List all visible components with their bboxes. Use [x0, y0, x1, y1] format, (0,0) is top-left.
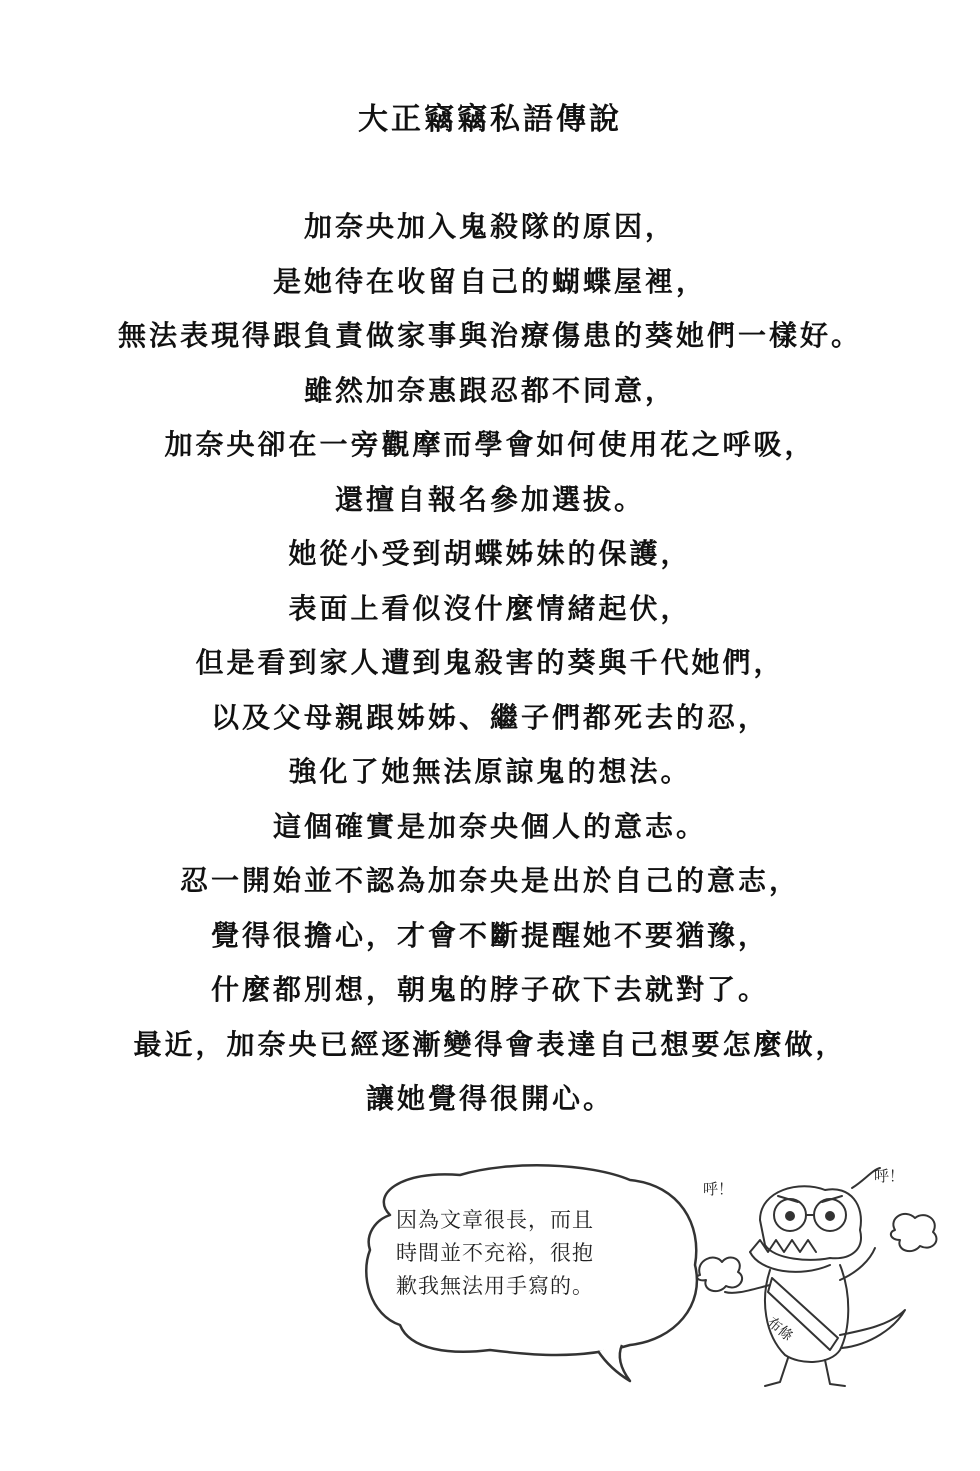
text-line: 這個確實是加奈央個人的意志。: [272, 809, 707, 843]
text-line: 忍一開始並不認為加奈央是出於自己的意志，: [179, 864, 800, 897]
text-line: 是她待在收留自己的蝴蝶屋裡，: [272, 264, 707, 298]
text-line: 覺得很擔心，才會不斷提醒她不要猶豫，: [210, 918, 769, 952]
bubble-line: 時間並不充裕，很抱: [396, 1241, 594, 1265]
page-title: 大正竊竊私語傳說: [358, 102, 622, 137]
speech-bubble-text: [396, 1204, 666, 1303]
text-line: 什麼都別想，朝鬼的脖子砍下去就對了。: [210, 973, 769, 1006]
text-line: 讓她覺得很開心。: [365, 1082, 614, 1115]
text-line: 表面上看似沒什麼情緒起伏，: [288, 591, 692, 625]
body-text: [0, 200, 980, 1127]
text-line: 加奈央加入鬼殺隊的原因，: [303, 210, 676, 243]
text-line: 她從小受到胡蝶姊妹的保護，: [288, 537, 692, 570]
sash-label: 布條: [763, 1314, 796, 1345]
sfx-text-left: 呼！: [703, 1180, 734, 1198]
text-line: 雖然加奈惠跟忍都不同意，: [303, 373, 676, 407]
text-line: 強化了她無法原諒鬼的想法。: [288, 755, 692, 788]
text-line: 最近，加奈央已經逐漸變得會表達自己想要怎麼做，: [133, 1027, 847, 1061]
text-line: 但是看到家人遭到鬼殺害的葵與千代她們，: [195, 646, 785, 679]
text-line: 還擅自報名參加選拔。: [334, 482, 645, 516]
sfx-text-right: 呼！: [874, 1167, 905, 1185]
text-line: 無法表現得跟負責做家事與治療傷患的葵她們一樣好。: [117, 319, 862, 352]
bubble-line: 歉我無法用手寫的。: [396, 1274, 594, 1298]
text-line: 以及父母親跟姊姊、繼子們都死去的忍，: [210, 700, 769, 734]
bubble-line: 因為文章很長，而且: [396, 1208, 594, 1232]
text-line: 加奈央卻在一旁觀摩而學會如何使用花之呼吸，: [164, 428, 816, 461]
